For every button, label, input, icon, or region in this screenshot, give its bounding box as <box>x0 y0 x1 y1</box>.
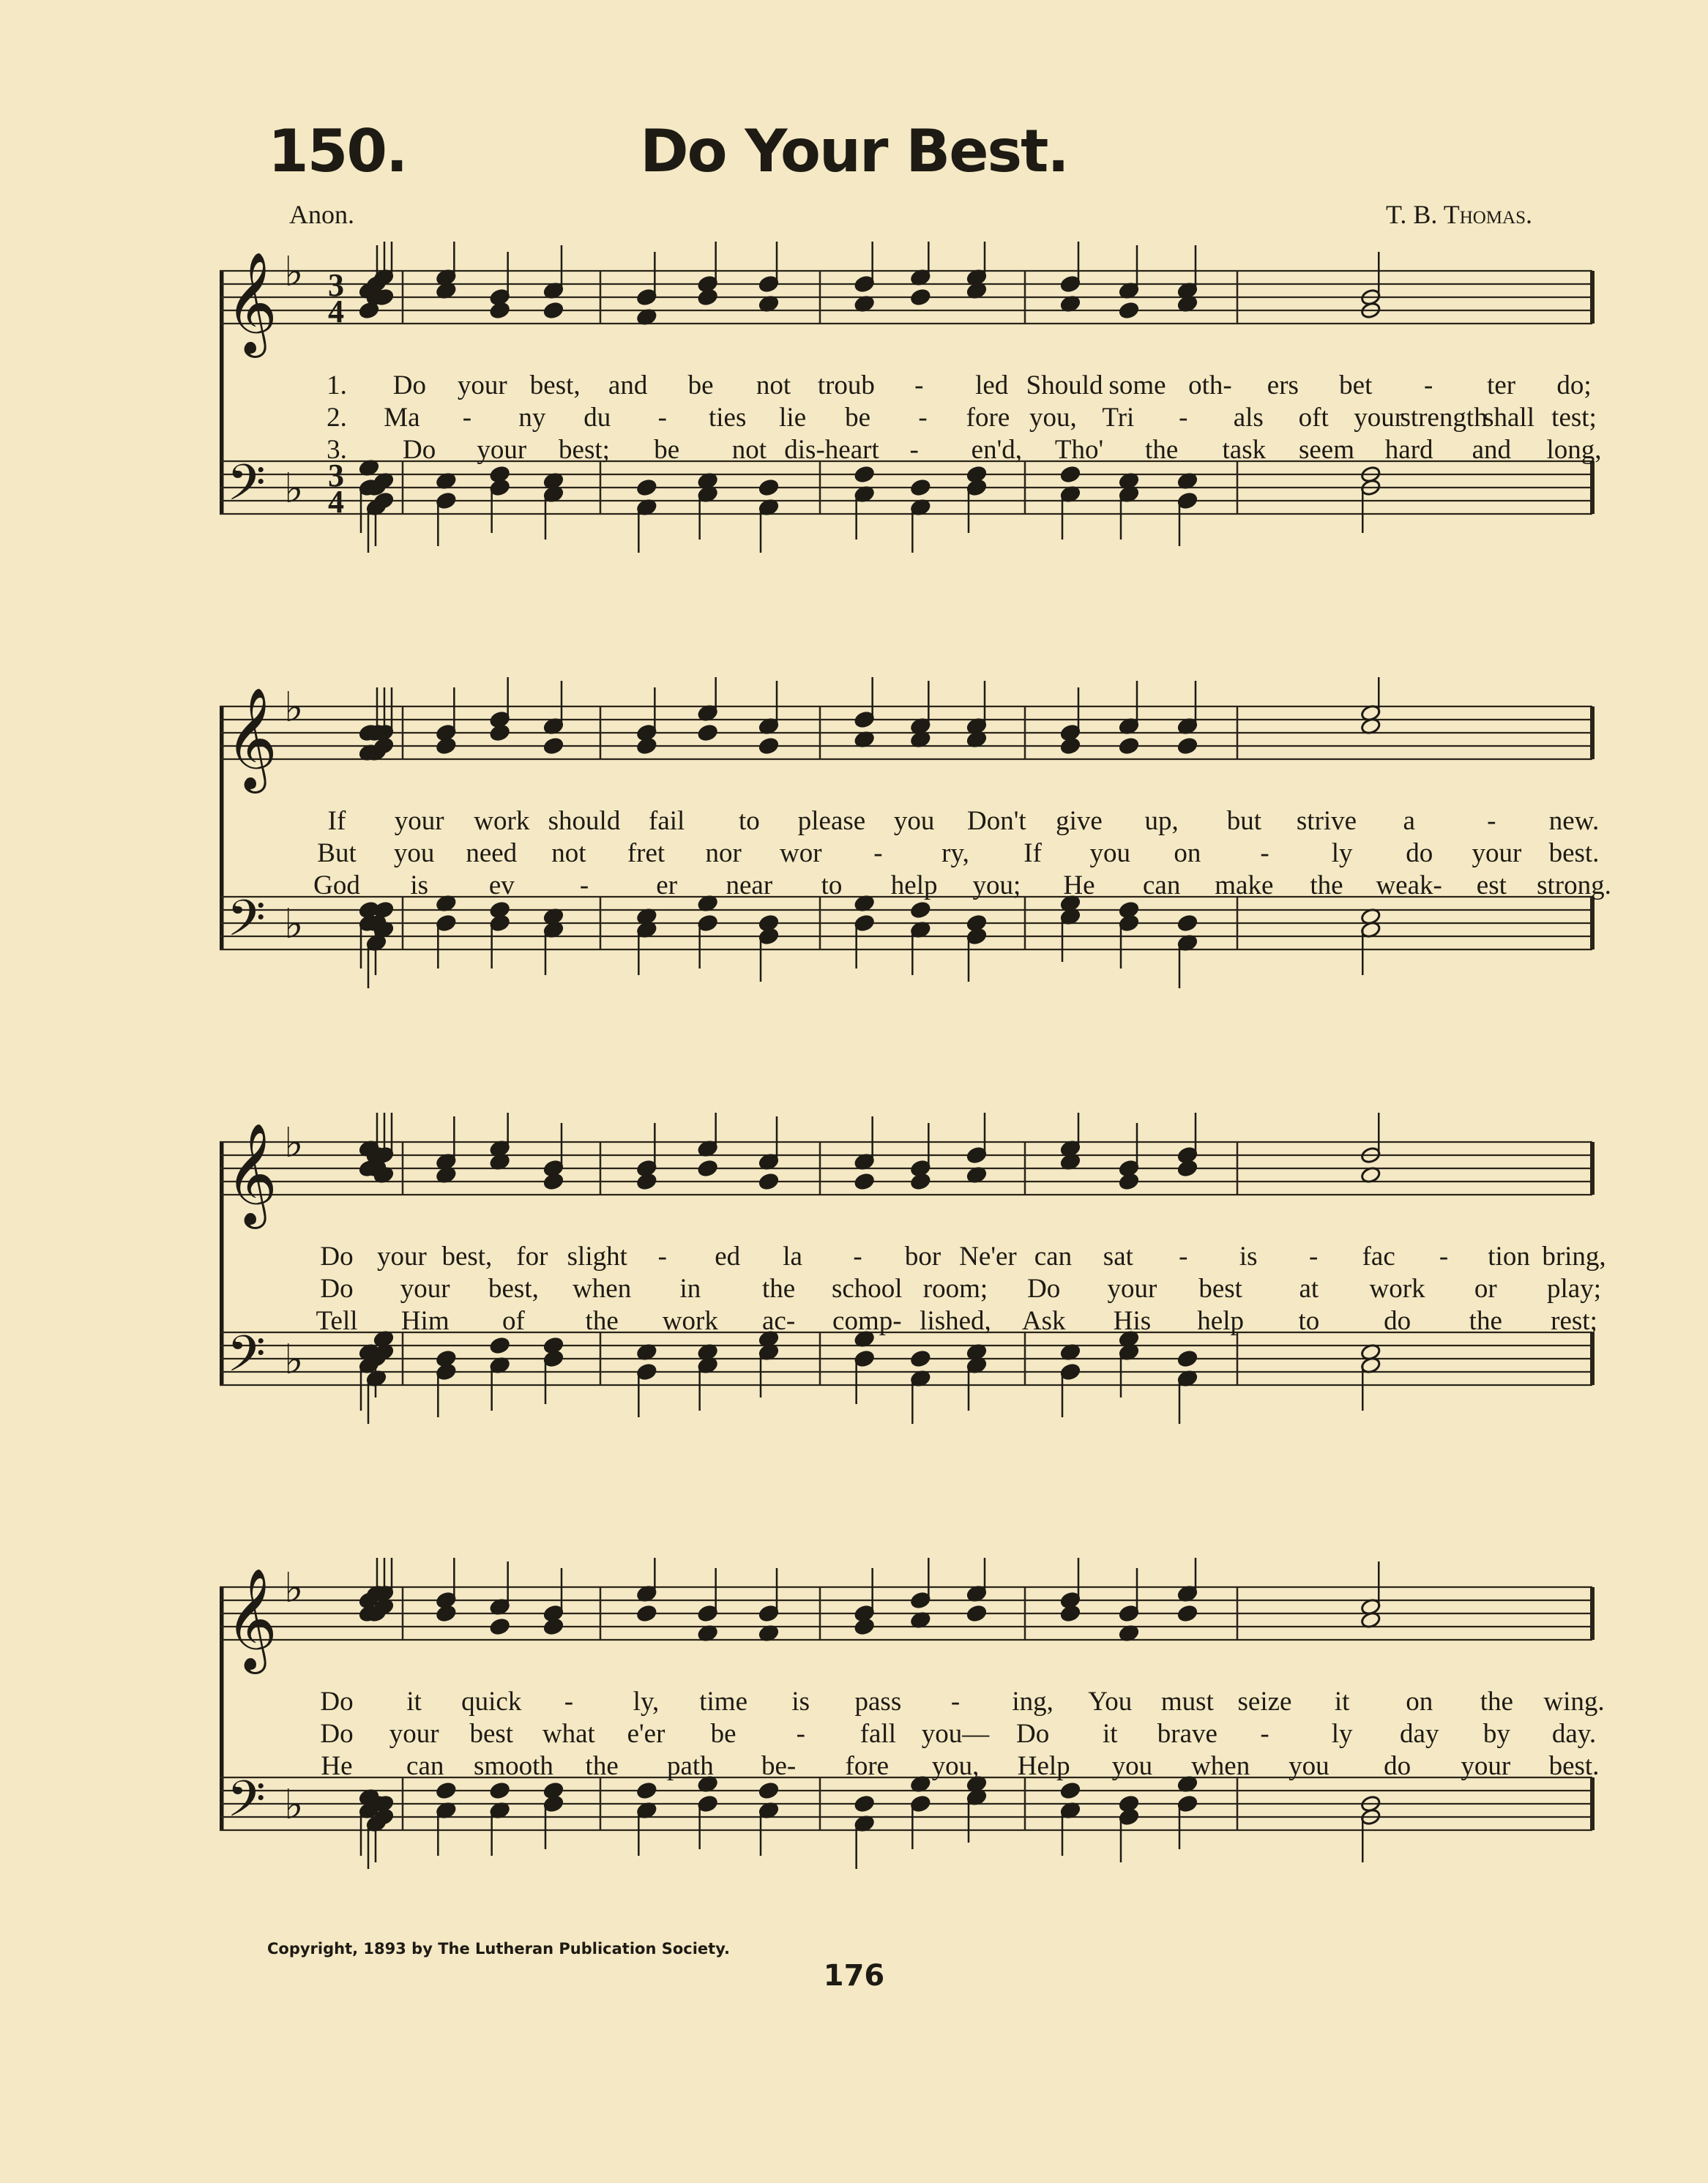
lyric-syllable: long, <box>1546 435 1602 465</box>
note-head <box>910 1350 931 1368</box>
lyric-syllable: He <box>321 1751 353 1781</box>
lyric-syllable: Help <box>1017 1751 1070 1781</box>
note-head <box>1119 737 1140 755</box>
note-group <box>359 1775 1381 1869</box>
note-head <box>1177 1605 1198 1623</box>
lyric-syllable: strong. <box>1537 870 1611 900</box>
note-head <box>436 1782 457 1800</box>
lyric-syllable: lie <box>779 403 807 433</box>
lyric-syllable: ly, <box>633 1687 660 1717</box>
note-head <box>1119 1173 1140 1191</box>
lyric-syllable: - <box>657 403 667 433</box>
lyric-syllable: als <box>1233 403 1264 433</box>
music-system-3 <box>220 1113 1606 1457</box>
lyric-syllable: school <box>831 1274 903 1304</box>
lyric-syllable: give <box>1056 806 1103 836</box>
bass-clef-icon: 𝄢 <box>227 455 266 524</box>
lyric-syllable: can <box>1034 1242 1073 1272</box>
lyric-syllable: can <box>406 1751 444 1781</box>
lyric-syllable: ed <box>715 1242 741 1272</box>
lyric-syllable: nor <box>705 838 742 868</box>
note-head <box>1060 737 1081 755</box>
lyric-syllable: can <box>1142 870 1181 900</box>
lyric-syllable: please <box>797 806 866 836</box>
lyric-syllable: seize <box>1237 1687 1292 1717</box>
lyric-syllable: by <box>1483 1719 1510 1749</box>
note-head <box>697 288 718 307</box>
lyric-syllable: led <box>975 370 1009 400</box>
lyric-syllable: - <box>873 838 883 868</box>
lyric-syllable: up, <box>1144 806 1179 836</box>
lyric-syllable: bet <box>1339 370 1373 400</box>
lyric-syllable: Do <box>320 1274 354 1304</box>
lyric-syllable: If <box>1023 838 1042 868</box>
lyric-syllable: your <box>394 806 444 836</box>
lyric-verse-3 <box>220 1750 1603 1783</box>
lyric-syllable: strength <box>1400 403 1488 433</box>
lyric-syllable: - <box>950 1687 961 1717</box>
lyric-syllable: your <box>1472 838 1522 868</box>
lyric-syllable: ers <box>1267 370 1299 400</box>
lyric-syllable: best, <box>441 1242 493 1272</box>
lyric-syllable: comp- <box>832 1306 902 1336</box>
lyric-verse-3 <box>220 434 1603 466</box>
lyric-syllable: not <box>551 838 586 868</box>
note-head <box>697 1160 718 1178</box>
lyric-syllable: to <box>821 870 843 900</box>
lyric-syllable: Ma <box>384 403 420 433</box>
lyric-syllable: work <box>662 1306 718 1336</box>
flat-icon: ♭ <box>284 1780 304 1829</box>
lyric-syllable: best, <box>529 370 581 400</box>
note-head <box>436 1605 457 1623</box>
music-system-1 <box>220 242 1603 586</box>
treble-clef-icon: 𝄞 <box>225 1568 277 1670</box>
treble-clef-icon: 𝄞 <box>225 1123 277 1225</box>
lyric-syllable: 1. <box>327 370 347 400</box>
lyric-syllable: task <box>1222 435 1267 465</box>
lyric-syllable: best. <box>1548 838 1600 868</box>
lyric-syllable: your <box>377 1242 427 1272</box>
lyric-syllable: you, <box>1029 403 1077 433</box>
lyric-syllable: to <box>1298 1306 1320 1336</box>
lyric-verse-1 <box>220 1686 1603 1718</box>
lyric-syllable: not <box>756 370 791 400</box>
note-head <box>758 737 780 755</box>
lyric-syllable: But <box>317 838 357 868</box>
lyric-syllable: ry, <box>941 838 969 868</box>
lyric-syllable: 3. <box>327 435 347 465</box>
lyric-syllable: Don't <box>966 806 1026 836</box>
lyric-syllable: Do <box>1027 1274 1061 1304</box>
music-system-2 <box>220 677 1611 1021</box>
flat-icon: ♭ <box>284 1119 304 1167</box>
lyric-syllable: ing, <box>1012 1687 1053 1717</box>
note-head <box>854 1618 875 1636</box>
lyric-syllable: do <box>1406 838 1433 868</box>
flat-icon: ♭ <box>284 247 304 296</box>
note-head <box>489 1618 510 1636</box>
lyric-syllable: your <box>1461 1751 1511 1781</box>
bass-clef-icon: 𝄢 <box>227 890 266 960</box>
lyric-verse-2 <box>220 837 1603 870</box>
lyric-syllable: - <box>853 1242 862 1272</box>
flat-icon: ♭ <box>284 464 304 512</box>
lyric-verse-2 <box>220 1718 1603 1750</box>
note-group <box>359 459 1381 553</box>
lyric-syllable: ties <box>708 403 747 433</box>
lyric-syllable: - <box>909 435 919 465</box>
lyric-syllable: make <box>1215 870 1274 900</box>
lyric-syllable: at <box>1299 1274 1319 1304</box>
lyric-syllable: be <box>710 1719 736 1749</box>
lyric-syllable: oft <box>1298 403 1329 433</box>
lyric-verse-3 <box>220 1305 1603 1337</box>
note-head <box>636 1782 657 1800</box>
lyric-syllable: Do <box>1016 1719 1050 1749</box>
lyric-syllable: day <box>1400 1719 1439 1749</box>
lyric-syllable: ac- <box>761 1306 796 1336</box>
note-head <box>1177 1160 1198 1178</box>
hymn-number: 150. <box>268 117 407 185</box>
treble-staff <box>220 1119 1592 1229</box>
time-signature-top: 3 <box>328 267 344 304</box>
lyric-syllable: weak- <box>1376 870 1442 900</box>
lyric-syllable: Do <box>320 1687 354 1717</box>
lyric-syllable: dis-heart <box>784 435 879 465</box>
lyric-syllable: help <box>1197 1306 1244 1336</box>
lyric-syllable: work <box>1369 1274 1425 1304</box>
lyric-syllable: the <box>1469 1306 1502 1336</box>
lyric-syllable: path <box>666 1751 714 1781</box>
lyric-syllable: or <box>1474 1274 1497 1304</box>
note-head <box>910 901 931 919</box>
note-head <box>758 479 780 497</box>
lyric-syllable: - <box>918 403 928 433</box>
note-head <box>636 737 657 755</box>
treble-staff <box>220 248 1592 358</box>
lyric-syllable: If <box>327 806 346 836</box>
lyric-syllable: fore <box>845 1751 890 1781</box>
note-head <box>758 1782 780 1800</box>
lyric-syllable: the <box>585 1306 619 1336</box>
lyric-syllable: is <box>1239 1242 1258 1272</box>
lyric-syllable: seem <box>1298 435 1355 465</box>
lyric-syllable: your <box>400 1274 450 1304</box>
lyric-syllable: be <box>845 403 871 433</box>
lyric-syllable: time <box>699 1687 748 1717</box>
lyric-syllable: it <box>1102 1719 1118 1749</box>
lyric-syllable: in <box>679 1274 701 1304</box>
lyric-syllable: He <box>1063 870 1095 900</box>
lyric-syllable: should <box>548 806 621 836</box>
lyric-syllable: your <box>477 435 527 465</box>
note-group <box>359 1330 1381 1424</box>
treble-staff <box>220 1564 1592 1674</box>
lyric-syllable: ny <box>518 403 546 433</box>
lyric-syllable: smooth <box>473 1751 553 1781</box>
page-number: 176 <box>823 1959 885 1993</box>
lyric-syllable: the <box>1480 1687 1513 1717</box>
lyric-syllable: You <box>1088 1687 1133 1717</box>
lyric-syllable: and <box>608 370 648 400</box>
lyric-syllable: Ne'er <box>959 1242 1017 1272</box>
lyric-syllable: brave <box>1157 1719 1217 1749</box>
lyric-syllable: fail <box>649 806 685 836</box>
note-head <box>910 288 931 307</box>
lyric-syllable: sat <box>1103 1242 1133 1272</box>
note-head <box>543 737 564 755</box>
lyric-syllable: la <box>783 1242 802 1272</box>
lyric-syllable: best; <box>559 435 610 465</box>
lyric-syllable: your <box>389 1719 439 1749</box>
lyric-syllable: work <box>474 806 530 836</box>
bass-clef-icon: 𝄢 <box>227 1326 266 1395</box>
lyric-syllable: when <box>573 1274 632 1304</box>
lyric-syllable: Tri <box>1102 403 1135 433</box>
lyric-syllable: shall <box>1483 403 1534 433</box>
lyric-verse-1 <box>220 805 1603 837</box>
lyric-syllable: Tell <box>316 1306 358 1336</box>
note-head <box>966 1605 988 1623</box>
lyric-syllable: du <box>583 403 611 433</box>
lyric-syllable: some <box>1108 370 1166 400</box>
lyric-syllable: quick <box>461 1687 522 1717</box>
lyric-syllable: what <box>542 1719 595 1749</box>
lyric-syllable: er <box>656 870 678 900</box>
lyric-syllable: on <box>1174 838 1201 868</box>
lyric-syllable: a <box>1403 806 1415 836</box>
music-system-4 <box>220 1558 1603 1902</box>
lyric-syllable: hard <box>1384 435 1433 465</box>
lyric-syllable: day. <box>1551 1719 1597 1749</box>
lyric-syllable: Him <box>400 1306 450 1336</box>
lyric-syllable: do <box>1384 1306 1411 1336</box>
lyric-syllable: play; <box>1547 1274 1601 1304</box>
lyric-syllable: - <box>1260 838 1269 868</box>
note-head <box>436 737 457 755</box>
lyric-syllable: the <box>585 1751 619 1781</box>
lyric-syllable: troub <box>817 370 875 400</box>
lyric-verse-3 <box>220 870 1611 902</box>
lyric-syllable: of <box>502 1306 525 1336</box>
lyric-syllable: - <box>657 1242 667 1272</box>
lyric-syllable: oth- <box>1188 370 1232 400</box>
copyright-notice: Copyright, 1893 by The Lutheran Publication Society. <box>267 1940 730 1958</box>
lyric-syllable: you; <box>972 870 1021 900</box>
note-head <box>1060 1605 1081 1623</box>
lyric-syllable: en'd, <box>971 435 1022 465</box>
lyric-syllable: ev <box>488 870 515 900</box>
lyric-syllable: but <box>1226 806 1261 836</box>
lyric-syllable: fore <box>966 403 1010 433</box>
lyric-syllable: - <box>1309 1242 1319 1272</box>
lyric-syllable: to <box>738 806 760 836</box>
flat-icon: ♭ <box>284 683 304 731</box>
lyric-syllable: fret <box>627 838 665 868</box>
lyric-syllable: fall <box>859 1719 897 1749</box>
lyric-syllable: e'er <box>627 1719 665 1749</box>
note-head <box>697 724 718 742</box>
composer-credit: T. B. Thomas. <box>1386 200 1532 229</box>
lyric-syllable: be- <box>761 1751 797 1781</box>
lyric-syllable: is <box>410 870 428 900</box>
lyricist-credit: Anon. <box>289 200 354 229</box>
lyric-syllable: best <box>1198 1274 1242 1304</box>
time-signature-top: 3 <box>328 458 344 494</box>
hymn-title: Do Your Best. <box>640 117 1068 185</box>
lyric-syllable: your <box>457 370 507 400</box>
bass-clef-icon: 𝄢 <box>227 1771 266 1840</box>
lyric-syllable: Do <box>392 370 427 400</box>
lyric-syllable: fac <box>1362 1242 1395 1272</box>
lyric-syllable: it <box>1334 1687 1350 1717</box>
lyric-syllable: you <box>893 806 935 836</box>
lyric-syllable: the <box>1310 870 1343 900</box>
lyric-syllable: lished, <box>920 1306 991 1336</box>
lyric-syllable: best <box>469 1719 514 1749</box>
lyric-syllable: God <box>313 870 360 900</box>
lyric-syllable: - <box>462 403 472 433</box>
lyric-syllable: do; <box>1556 370 1592 400</box>
lyric-syllable: need <box>466 838 518 868</box>
lyric-syllable: - <box>1439 1242 1449 1272</box>
lyric-syllable: do <box>1384 1751 1411 1781</box>
note-head <box>854 466 875 484</box>
note-head <box>489 302 510 320</box>
note-group <box>359 1113 1381 1190</box>
lyric-syllable: est <box>1476 870 1507 900</box>
lyric-syllable: - <box>1179 1242 1188 1272</box>
note-head <box>854 1795 875 1813</box>
flat-icon: ♭ <box>284 1564 304 1612</box>
note-head <box>1177 914 1198 933</box>
lyric-syllable: near <box>726 870 773 900</box>
lyric-syllable: - <box>1260 1719 1269 1749</box>
lyric-syllable: when <box>1191 1751 1250 1781</box>
lyric-syllable: - <box>1424 370 1433 400</box>
lyric-syllable: for <box>516 1242 548 1272</box>
lyric-syllable: you, <box>931 1751 980 1781</box>
lyric-syllable: 2. <box>327 403 347 433</box>
note-head <box>1119 302 1140 320</box>
lyric-syllable: ter <box>1487 370 1516 400</box>
lyric-syllable: rest; <box>1551 1306 1597 1336</box>
lyric-syllable: you <box>393 838 435 868</box>
lyric-syllable: Do <box>320 1719 354 1749</box>
lyric-syllable: - <box>914 370 924 400</box>
lyric-syllable: - <box>796 1719 805 1749</box>
note-head <box>910 1173 931 1191</box>
note-head <box>489 1337 510 1355</box>
lyric-syllable: wor <box>779 838 822 868</box>
lyric-syllable: - <box>1179 403 1188 433</box>
treble-clef-icon: 𝄞 <box>225 687 277 789</box>
lyric-syllable: you— <box>921 1719 990 1749</box>
time-signature-bottom: 4 <box>328 294 344 330</box>
lyric-syllable: test; <box>1551 403 1597 433</box>
lyric-syllable: room; <box>922 1274 988 1304</box>
lyric-syllable: on <box>1406 1687 1433 1717</box>
note-head <box>1060 1782 1081 1800</box>
note-head <box>1177 737 1198 755</box>
lyric-syllable: pass <box>854 1687 902 1717</box>
lyric-syllable: your <box>1354 403 1404 433</box>
lyric-syllable: be <box>687 370 714 400</box>
lyric-verse-1 <box>220 370 1603 402</box>
lyric-syllable: ly <box>1331 1719 1353 1749</box>
note-head <box>758 1173 780 1191</box>
lyric-syllable: Ask <box>1021 1306 1066 1336</box>
lyric-verse-2 <box>220 402 1603 434</box>
lyric-syllable: bring, <box>1542 1242 1606 1272</box>
lyric-syllable: it <box>406 1687 422 1717</box>
lyric-syllable: not <box>731 435 767 465</box>
lyric-syllable: and <box>1472 435 1512 465</box>
flat-icon: ♭ <box>284 900 304 948</box>
lyric-syllable: best, <box>488 1274 539 1304</box>
lyric-syllable: slight <box>567 1242 627 1272</box>
lyric-syllable: Tho' <box>1054 435 1104 465</box>
lyric-syllable: Do <box>320 1242 354 1272</box>
lyric-syllable: you <box>1089 838 1130 868</box>
note-head <box>636 1173 657 1191</box>
lyric-syllable: help <box>890 870 938 900</box>
note-head <box>1177 1350 1198 1368</box>
time-signature-bottom: 4 <box>328 484 344 520</box>
lyric-syllable: - <box>1487 806 1496 836</box>
lyric-syllable: Do <box>403 435 436 465</box>
note-head <box>910 479 931 497</box>
note-head <box>543 1173 564 1191</box>
note-group <box>359 895 1381 988</box>
lyric-verse-2 <box>220 1273 1603 1305</box>
note-head <box>543 1618 564 1636</box>
note-head <box>854 1173 875 1191</box>
treble-clef-icon: 𝄞 <box>225 252 277 354</box>
lyric-syllable: must <box>1160 1687 1214 1717</box>
note-head <box>489 1782 510 1800</box>
treble-staff <box>220 684 1592 794</box>
lyric-syllable: ly <box>1331 838 1353 868</box>
lyric-syllable: the <box>1145 435 1179 465</box>
lyric-syllable: you <box>1111 1751 1153 1781</box>
lyric-syllable: bor <box>904 1242 941 1272</box>
lyric-syllable: is <box>791 1687 810 1717</box>
lyric-syllable: be <box>654 435 680 465</box>
lyric-syllable: new. <box>1548 806 1600 836</box>
note-head <box>489 724 510 742</box>
lyric-syllable: - <box>579 870 589 900</box>
note-head <box>1060 466 1081 484</box>
lyric-syllable: strive <box>1296 806 1357 836</box>
flat-icon: ♭ <box>284 1335 304 1384</box>
note-head <box>636 479 657 497</box>
lyric-syllable: wing. <box>1543 1687 1605 1717</box>
lyric-syllable: your <box>1107 1274 1157 1304</box>
lyric-verse-1 <box>220 1241 1606 1273</box>
note-head <box>636 1605 657 1623</box>
lyric-syllable: the <box>761 1274 796 1304</box>
lyric-syllable: you <box>1289 1751 1330 1781</box>
lyric-syllable: His <box>1113 1306 1152 1336</box>
lyric-syllable: - <box>564 1687 574 1717</box>
lyric-syllable: best. <box>1548 1751 1600 1781</box>
lyric-syllable: Should <box>1026 370 1103 400</box>
note-head <box>543 302 564 320</box>
lyric-syllable: tion <box>1488 1242 1530 1272</box>
